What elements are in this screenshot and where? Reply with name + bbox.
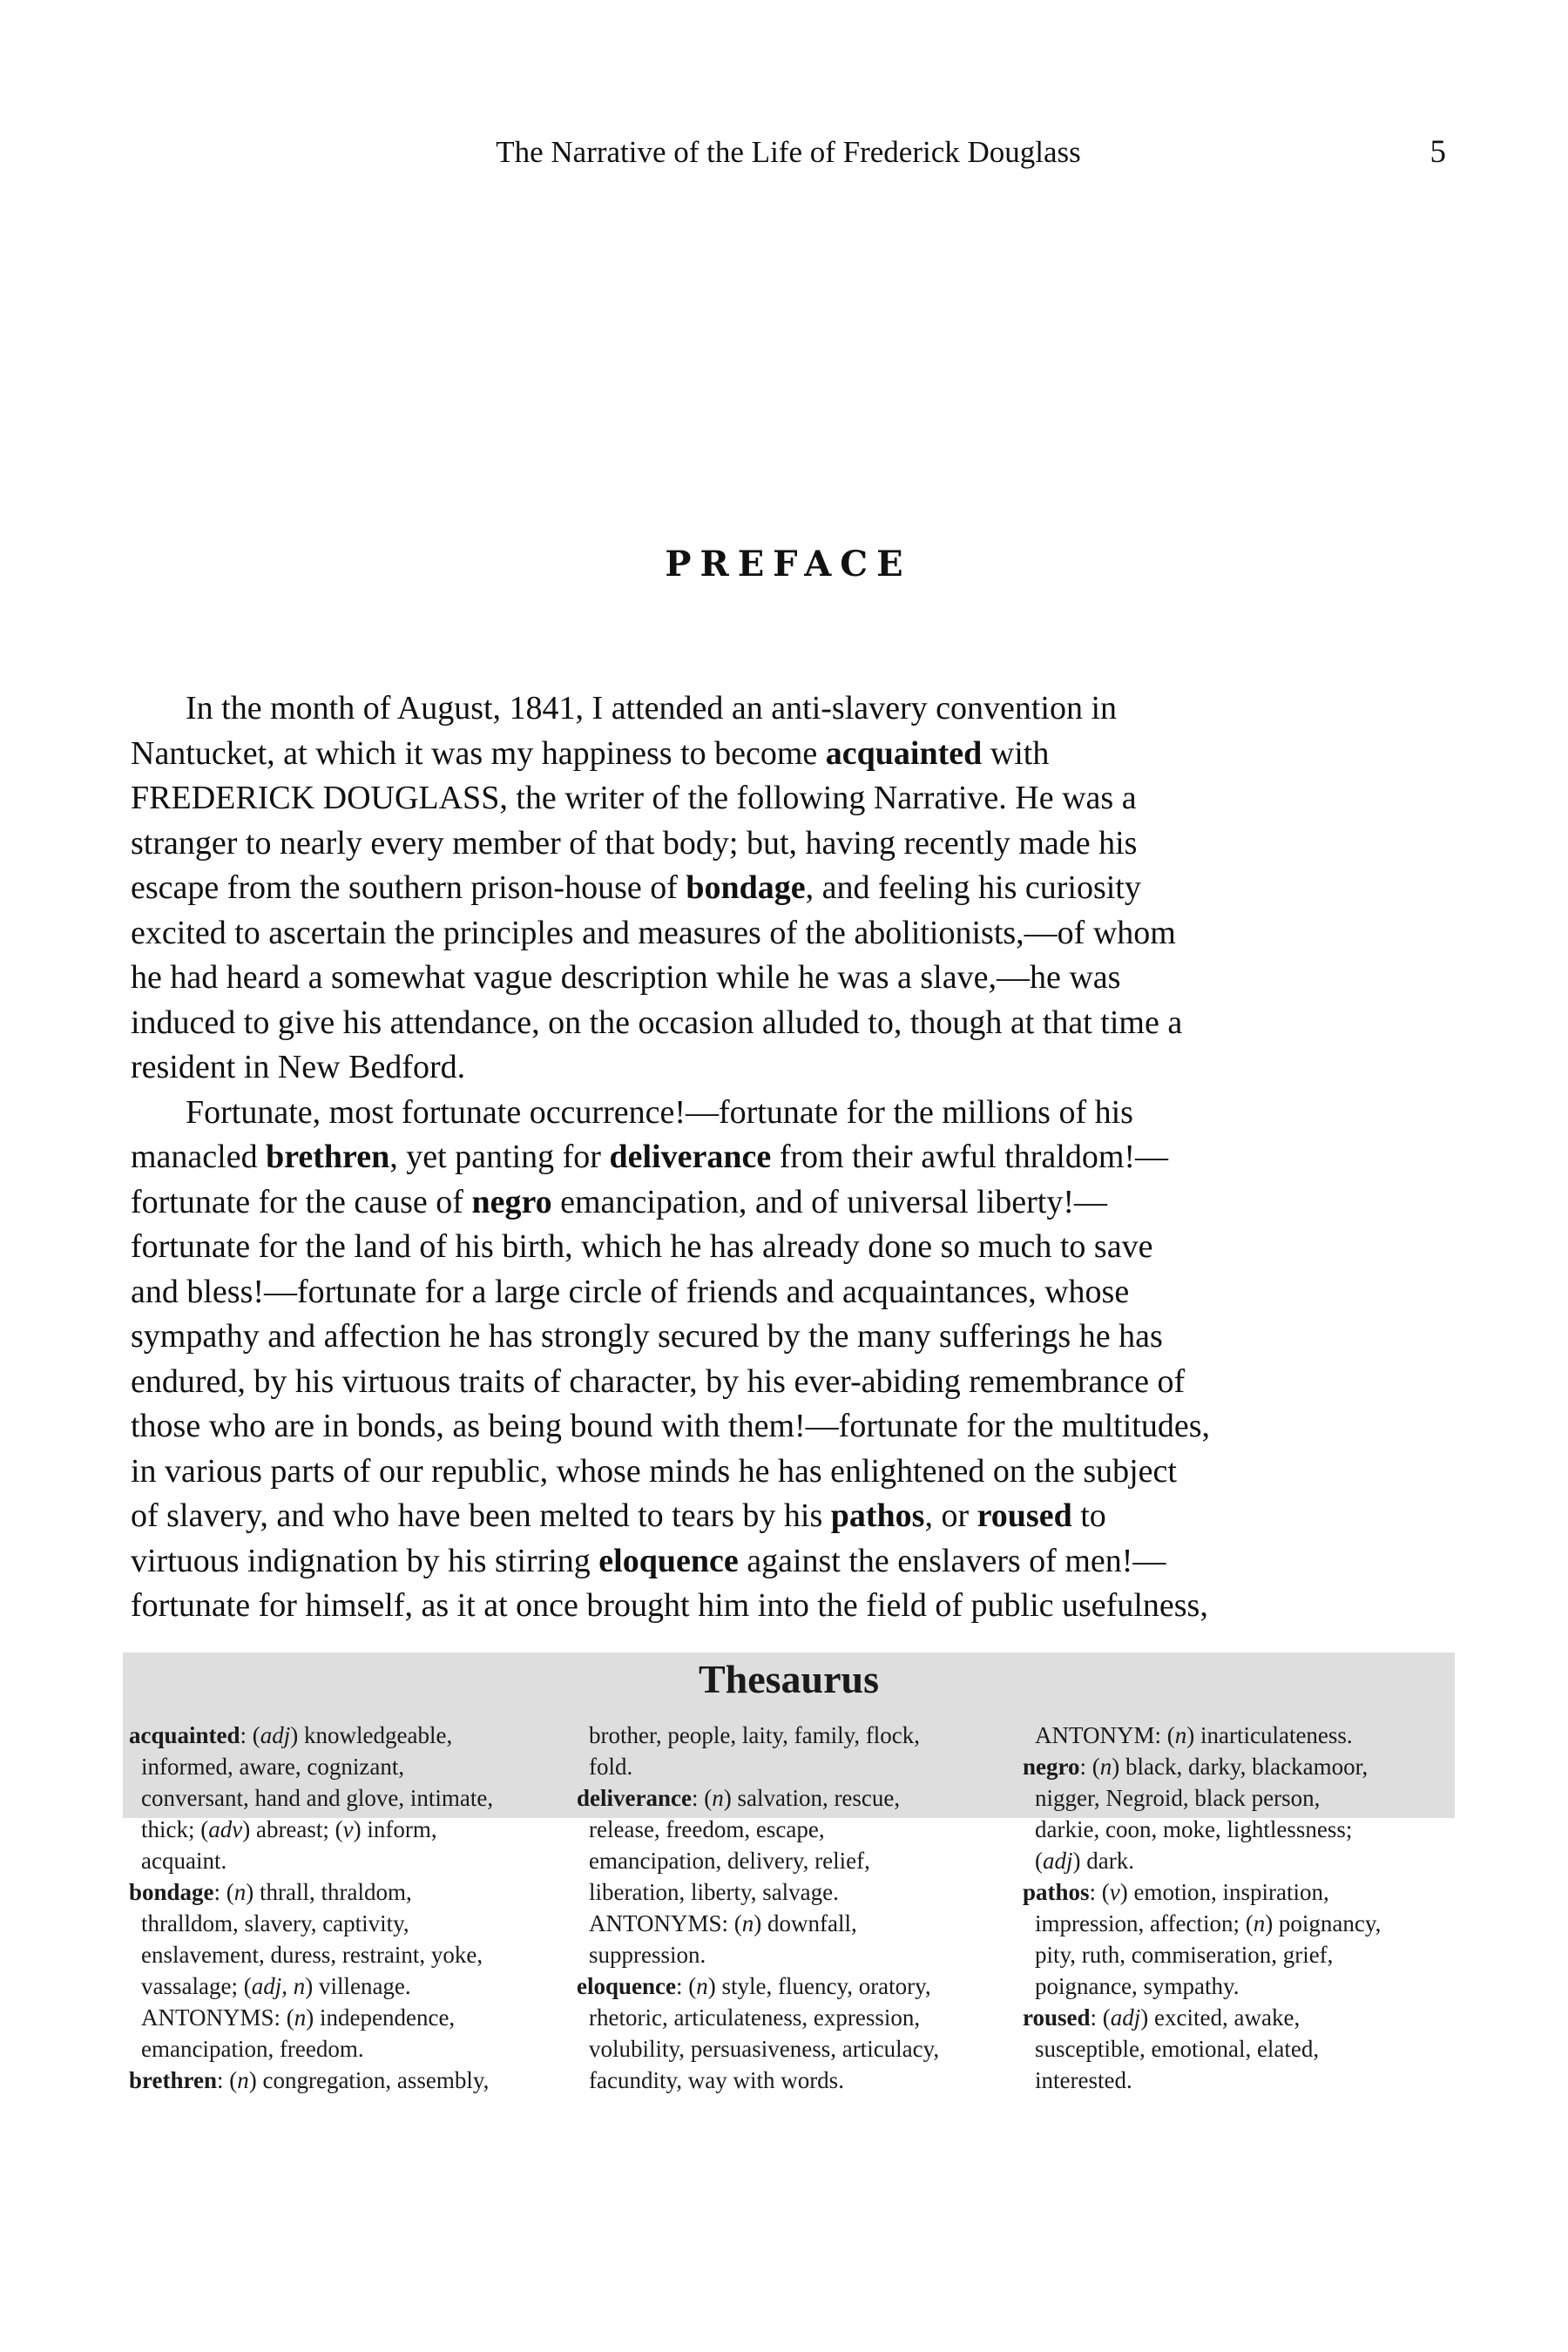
thesaurus-column-2 <box>577 1720 1016 2096</box>
part-of-speech: v <box>1109 1879 1120 1905</box>
part-of-speech: adj <box>260 1722 291 1748</box>
chapter-heading: PREFACE <box>665 544 912 585</box>
bold-term: negro <box>1023 1754 1080 1780</box>
text-run: brother, people, laity, family, flock, <box>589 1722 921 1748</box>
body-text-line <box>131 911 1446 956</box>
thesaurus-entry-line <box>1023 1782 1462 1814</box>
text-run: : ( <box>676 1973 697 1999</box>
text-run: : ( <box>217 2067 238 2093</box>
bold-term: brethren <box>129 2067 217 2093</box>
bold-term: pathos <box>1023 1879 1090 1905</box>
body-text-line <box>131 1045 1446 1091</box>
text-run: ANTONYM: ( <box>1035 1722 1175 1748</box>
text-run: ) salvation, rescue, <box>723 1785 901 1811</box>
text-run: resident in New Bedford. <box>131 1049 466 1085</box>
part-of-speech: adv <box>208 1816 243 1842</box>
text-run: ) style, fluency, oratory, <box>707 1973 931 1999</box>
bold-term: acquainted <box>129 1722 240 1748</box>
text-run: : ( <box>213 1879 234 1905</box>
bold-term: pathos <box>830 1497 925 1534</box>
thesaurus-box <box>123 1652 1455 2093</box>
text-run: from their awful thraldom!— <box>771 1139 1169 1175</box>
text-run: ) excited, awake, <box>1140 2004 1301 2031</box>
text-run: ) dark. <box>1072 1848 1134 1874</box>
text-run: thralldom, slavery, captivity, <box>141 1910 409 1936</box>
text-run: : ( <box>1090 2004 1111 2031</box>
thesaurus-entry-line <box>577 1845 1016 1876</box>
text-run: ) congregation, assembly, <box>248 2067 490 2093</box>
part-of-speech: n <box>237 2067 249 2093</box>
text-run: fold. <box>589 1754 633 1780</box>
text-run: ) villenage. <box>305 1973 411 1999</box>
text-run: thick; ( <box>141 1816 209 1842</box>
thesaurus-column-3 <box>1023 1720 1462 2096</box>
text-run: impression, affection; ( <box>1035 1910 1254 1936</box>
text-run: pity, ruth, commiseration, grief, <box>1035 1942 1334 1968</box>
thesaurus-entry-line <box>129 1970 568 2002</box>
preface-body-text <box>131 686 1446 1629</box>
thesaurus-entry-line <box>1023 1720 1462 1751</box>
text-run: ANTONYMS: ( <box>141 2004 294 2031</box>
text-run: , and feeling his curiosity <box>805 869 1141 906</box>
body-text-line <box>131 776 1446 821</box>
running-header <box>131 131 1446 174</box>
thesaurus-entry-line <box>577 1720 1016 1751</box>
thesaurus-column-1 <box>129 1720 568 2096</box>
body-text-line <box>131 1450 1446 1495</box>
text-run: rhetoric, articulateness, expression, <box>589 2004 921 2031</box>
thesaurus-entry-line <box>1023 1939 1462 1970</box>
text-run: interested. <box>1035 2067 1132 2093</box>
text-run: those who are in bonds, as being bound with them!—fortunate for the multitudes, <box>131 1408 1210 1444</box>
text-run: in various parts of our republic, whose minds he has enlightened on the subject <box>131 1452 1177 1490</box>
bold-term: bondage <box>686 869 806 906</box>
text-run: emancipation, and of universal liberty!— <box>551 1183 1107 1220</box>
thesaurus-entry-line <box>129 1751 568 1782</box>
text-run: release, freedom, escape, <box>589 1816 825 1842</box>
thesaurus-entry-line <box>577 2002 1016 2033</box>
body-text-line <box>131 1270 1446 1315</box>
part-of-speech: n <box>696 1973 708 1999</box>
thesaurus-entry-line <box>1023 1845 1462 1876</box>
thesaurus-entry-line <box>129 2002 568 2033</box>
body-text-line <box>131 821 1446 867</box>
thesaurus-entry <box>129 1720 568 1751</box>
text-run: darkie, coon, moke, lightlessness; <box>1035 1816 1353 1842</box>
thesaurus-entry-line <box>129 1908 568 1939</box>
part-of-speech: n <box>1099 1754 1112 1780</box>
thesaurus-entry-line <box>1023 1908 1462 1939</box>
body-text-line <box>131 1091 1446 1136</box>
body-text-line <box>131 1494 1446 1539</box>
bold-term: deliverance <box>577 1785 692 1811</box>
page-number: 5 <box>1429 134 1446 170</box>
text-run: informed, aware, cognizant, <box>141 1754 405 1780</box>
thesaurus-entry-line <box>577 1939 1016 1970</box>
text-run: acquaint. <box>141 1848 227 1874</box>
text-run: : ( <box>1089 1879 1110 1905</box>
book-title: The Narrative of the Life of Frederick Douglass <box>496 135 1081 169</box>
text-run: induced to give his attendance, on the occasion alluded to, though at that time a <box>131 1004 1183 1041</box>
text-run: , or <box>924 1497 977 1534</box>
thesaurus-entry <box>577 1782 1016 1814</box>
part-of-speech: n <box>712 1785 724 1811</box>
thesaurus-title: Thesaurus <box>698 1657 880 1701</box>
thesaurus-entry-line <box>577 1908 1016 1939</box>
text-run: volubility, persuasiveness, articulacy, <box>589 2036 940 2062</box>
text-run: : ( <box>1079 1754 1100 1780</box>
bold-term: deliverance <box>609 1139 772 1175</box>
text-run: enslavement, duress, restraint, yoke, <box>141 1942 483 1968</box>
body-text-line <box>131 1584 1446 1629</box>
thesaurus-entry-line <box>1023 1970 1462 2002</box>
body-text-line <box>131 1539 1446 1585</box>
thesaurus-entry <box>129 1876 568 1908</box>
text-run: ANTONYMS: ( <box>589 1910 742 1936</box>
text-run: ) knowledgeable, <box>290 1722 453 1748</box>
part-of-speech: n <box>1174 1722 1187 1748</box>
text-run: liberation, liberty, salvage. <box>589 1879 839 1905</box>
text-run: fortunate for the cause of <box>131 1183 472 1220</box>
text-run: , yet panting for <box>389 1139 610 1175</box>
text-run: suppression. <box>589 1942 706 1968</box>
text-run: ) inarticulateness. <box>1186 1722 1353 1748</box>
text-run: ) black, darky, blackamoor, <box>1112 1754 1369 1780</box>
text-run: escape from the southern prison-house of <box>131 869 686 906</box>
text-run: stranger to nearly every member of that body; but, having recently made his <box>131 824 1138 862</box>
part-of-speech: adj <box>1043 1848 1073 1874</box>
thesaurus-entry-line <box>577 2033 1016 2065</box>
bold-term: roused <box>1023 2004 1091 2031</box>
text-run: conversant, hand and glove, intimate, <box>141 1785 494 1811</box>
bold-term: negro <box>471 1183 552 1220</box>
thesaurus-entry-line <box>1023 1814 1462 1845</box>
body-text-line <box>131 1360 1446 1405</box>
body-text-line <box>131 1404 1446 1450</box>
part-of-speech: adj <box>1110 2004 1141 2031</box>
text-run: In the month of August, 1841, I attended an anti-slavery convention in <box>186 690 1118 727</box>
text-run: endured, by his virtuous traits of character, by his ever-abiding remembrance of <box>131 1362 1186 1400</box>
thesaurus-entry <box>1023 1751 1462 1782</box>
text-run: ) emotion, inspiration, <box>1119 1879 1329 1905</box>
text-run: facundity, way with words. <box>589 2067 844 2093</box>
body-text-line <box>131 1001 1446 1046</box>
bold-term: bondage <box>129 1879 214 1905</box>
part-of-speech: n <box>1253 1910 1266 1936</box>
part-of-speech: v <box>342 1816 354 1842</box>
thesaurus-entry <box>1023 1876 1462 1908</box>
part-of-speech: n <box>294 2004 307 2031</box>
thesaurus-entry-line <box>129 1939 568 1970</box>
thesaurus-entry-line <box>129 2033 568 2065</box>
text-run: emancipation, freedom. <box>141 2036 364 2062</box>
text-run: emancipation, delivery, relief, <box>589 1848 870 1874</box>
text-run: ) poignancy, <box>1265 1910 1382 1936</box>
text-run: against the enslavers of men!— <box>738 1542 1166 1579</box>
text-run: FREDERICK DOUGLASS, the writer of the following Narrative. He was a <box>131 780 1137 816</box>
body-text-line <box>131 956 1446 1001</box>
part-of-speech: n <box>233 1879 247 1905</box>
bold-term: eloquence <box>577 1973 676 1999</box>
text-run: : ( <box>240 1722 260 1748</box>
thesaurus-entry-line <box>577 1814 1016 1845</box>
thesaurus-entry-line <box>1023 2033 1462 2065</box>
bold-term: eloquence <box>598 1542 739 1579</box>
text-run: susceptible, emotional, elated, <box>1035 2036 1320 2062</box>
text-run: of slavery, and who have been melted to tears by his <box>131 1497 831 1534</box>
thesaurus-entry-line <box>577 1876 1016 1908</box>
text-run: ) abreast; ( <box>242 1816 343 1842</box>
thesaurus-entry <box>129 2065 568 2096</box>
body-text-line <box>131 1135 1446 1180</box>
text-run: ( <box>1035 1848 1043 1874</box>
text-run: fortunate for the land of his birth, which he has already done so much to save <box>131 1228 1153 1265</box>
text-run: he had heard a somewhat vague description while he was a slave,—he was <box>131 959 1121 996</box>
text-run: excited to ascertain the principles and measures of the abolitionists,—of whom <box>131 914 1176 951</box>
text-run: Nantucket, at which it was my happiness to become <box>131 734 826 772</box>
thesaurus-entry <box>577 1970 1016 2002</box>
bold-term: acquainted <box>825 734 983 772</box>
body-text-line <box>131 1180 1446 1226</box>
text-run: sympathy and affection he has strongly secured by the many sufferings he has <box>131 1318 1163 1355</box>
bold-term: roused <box>977 1497 1072 1534</box>
text-run: Fortunate, most fortunate occurrence!—fortunate for the millions of his <box>186 1093 1133 1131</box>
thesaurus-entry-line <box>129 1782 568 1814</box>
text-run: ) downfall, <box>754 1910 857 1936</box>
thesaurus-entry-line <box>1023 2065 1462 2096</box>
text-run: to <box>1071 1497 1106 1534</box>
part-of-speech: n <box>741 1910 754 1936</box>
text-run: manacled <box>131 1139 267 1175</box>
body-text-line <box>131 732 1446 777</box>
text-run: and bless!—fortunate for a large circle of friends and acquaintances, whose <box>131 1273 1130 1310</box>
body-text-line <box>131 686 1446 732</box>
text-run: ) thrall, thraldom, <box>246 1879 412 1905</box>
text-run: with <box>982 734 1050 772</box>
text-run: poignance, sympathy. <box>1035 1973 1240 1999</box>
text-run: fortunate for himself, as it at once brought him into the field of public usefulness, <box>131 1587 1208 1624</box>
body-text-line <box>131 1225 1446 1270</box>
text-run: vassalage; ( <box>141 1973 252 1999</box>
body-text-line <box>131 866 1446 911</box>
thesaurus-entry-line <box>577 1751 1016 1782</box>
thesaurus-entry-line <box>577 2065 1016 2096</box>
thesaurus-entry-line <box>129 1845 568 1876</box>
text-run: : ( <box>691 1785 713 1811</box>
text-run: ) inform, <box>353 1816 437 1842</box>
text-run: nigger, Negroid, black person, <box>1035 1785 1321 1811</box>
thesaurus-entry-line <box>129 1814 568 1845</box>
bold-term: brethren <box>266 1139 390 1175</box>
text-run: ) independence, <box>306 2004 456 2031</box>
body-text-line <box>131 1315 1446 1360</box>
text-run: virtuous indignation by his stirring <box>131 1542 599 1579</box>
part-of-speech: adj, n <box>251 1973 306 1999</box>
thesaurus-entry <box>1023 2002 1462 2033</box>
